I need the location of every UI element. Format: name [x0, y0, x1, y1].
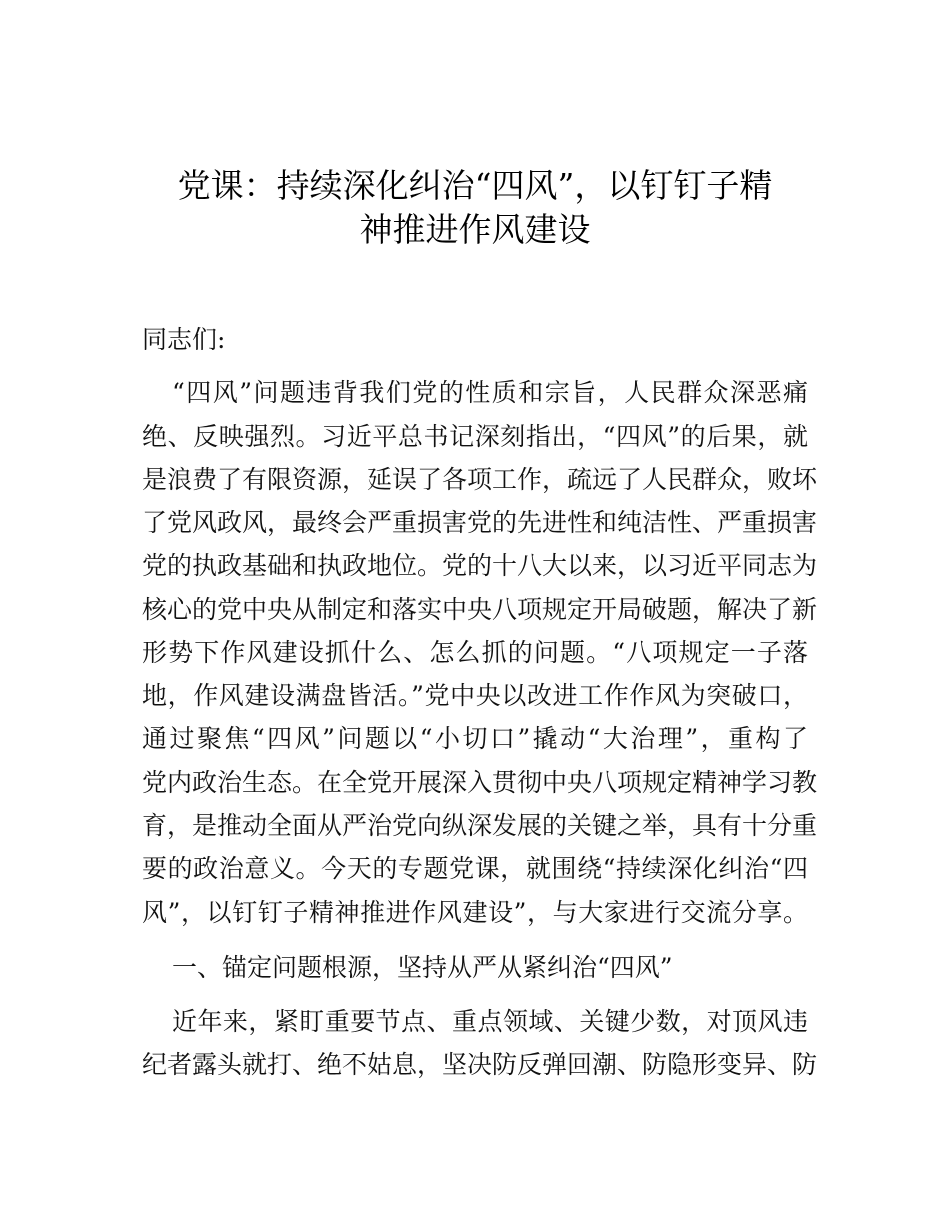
- paragraph-1-line: 党的执政基础和执政地位。党的十八大以来，以习近平同志为: [142, 551, 818, 580]
- paragraph-1-line: 了党风政风，最终会严重损害党的先进性和纯洁性、严重损害: [142, 508, 818, 537]
- paragraph-1-line: “四风”问题违背我们党的性质和宗旨，人民群众深恶痛: [172, 378, 808, 407]
- paragraph-1-line: 育，是推动全面从严治党向纵深发展的关键之举，具有十分重: [142, 811, 818, 840]
- paragraph-1-line: 要的政治意义。今天的专题党课，就围绕“持续深化纠治“四: [142, 854, 808, 883]
- document-title-line-2: 神推进作风建设: [359, 210, 591, 249]
- paragraph-1-line: 通过聚焦“四风”问题以“小切口”撬动“大治理”，重构了: [142, 724, 808, 753]
- document-title-line-1: 党课：持续深化纠治“四风”，以钉钉子精: [177, 166, 773, 205]
- section-heading: 一、锚定问题根源，坚持从严从紧纠治“四风”: [172, 953, 673, 982]
- salutation: 同志们:: [142, 325, 226, 354]
- paragraph-1-line: 地，作风建设满盘皆活。”党中央以改进工作作风为突破口，: [142, 681, 808, 710]
- paragraph-1-line: 是浪费了有限资源，延误了各项工作，疏远了人民群众，败坏: [142, 465, 818, 494]
- paragraph-1-line: 核心的党中央从制定和落实中央八项规定开局破题，解决了新: [142, 595, 818, 624]
- paragraph-2-line: 纪者露头就打、绝不姑息，坚决防反弹回潮、防隐形变异、防: [142, 1050, 818, 1079]
- paragraph-1-line: 风”，以钉钉子精神推进作风建设”，与大家进行交流分享。: [142, 898, 808, 927]
- paragraph-1-line: 党内政治生态。在全党开展深入贯彻中央八项规定精神学习教: [142, 768, 818, 797]
- paragraph-1-line: 绝、反映强烈。习近平总书记深刻指出，“四风”的后果，就: [142, 422, 808, 451]
- paragraph-1-line: 形势下作风建设抓什么、怎么抓的问题。“八项规定一子落: [142, 638, 808, 667]
- paragraph-2-line: 近年来，紧盯重要节点、重点领域、关键少数，对顶风违: [172, 1007, 808, 1036]
